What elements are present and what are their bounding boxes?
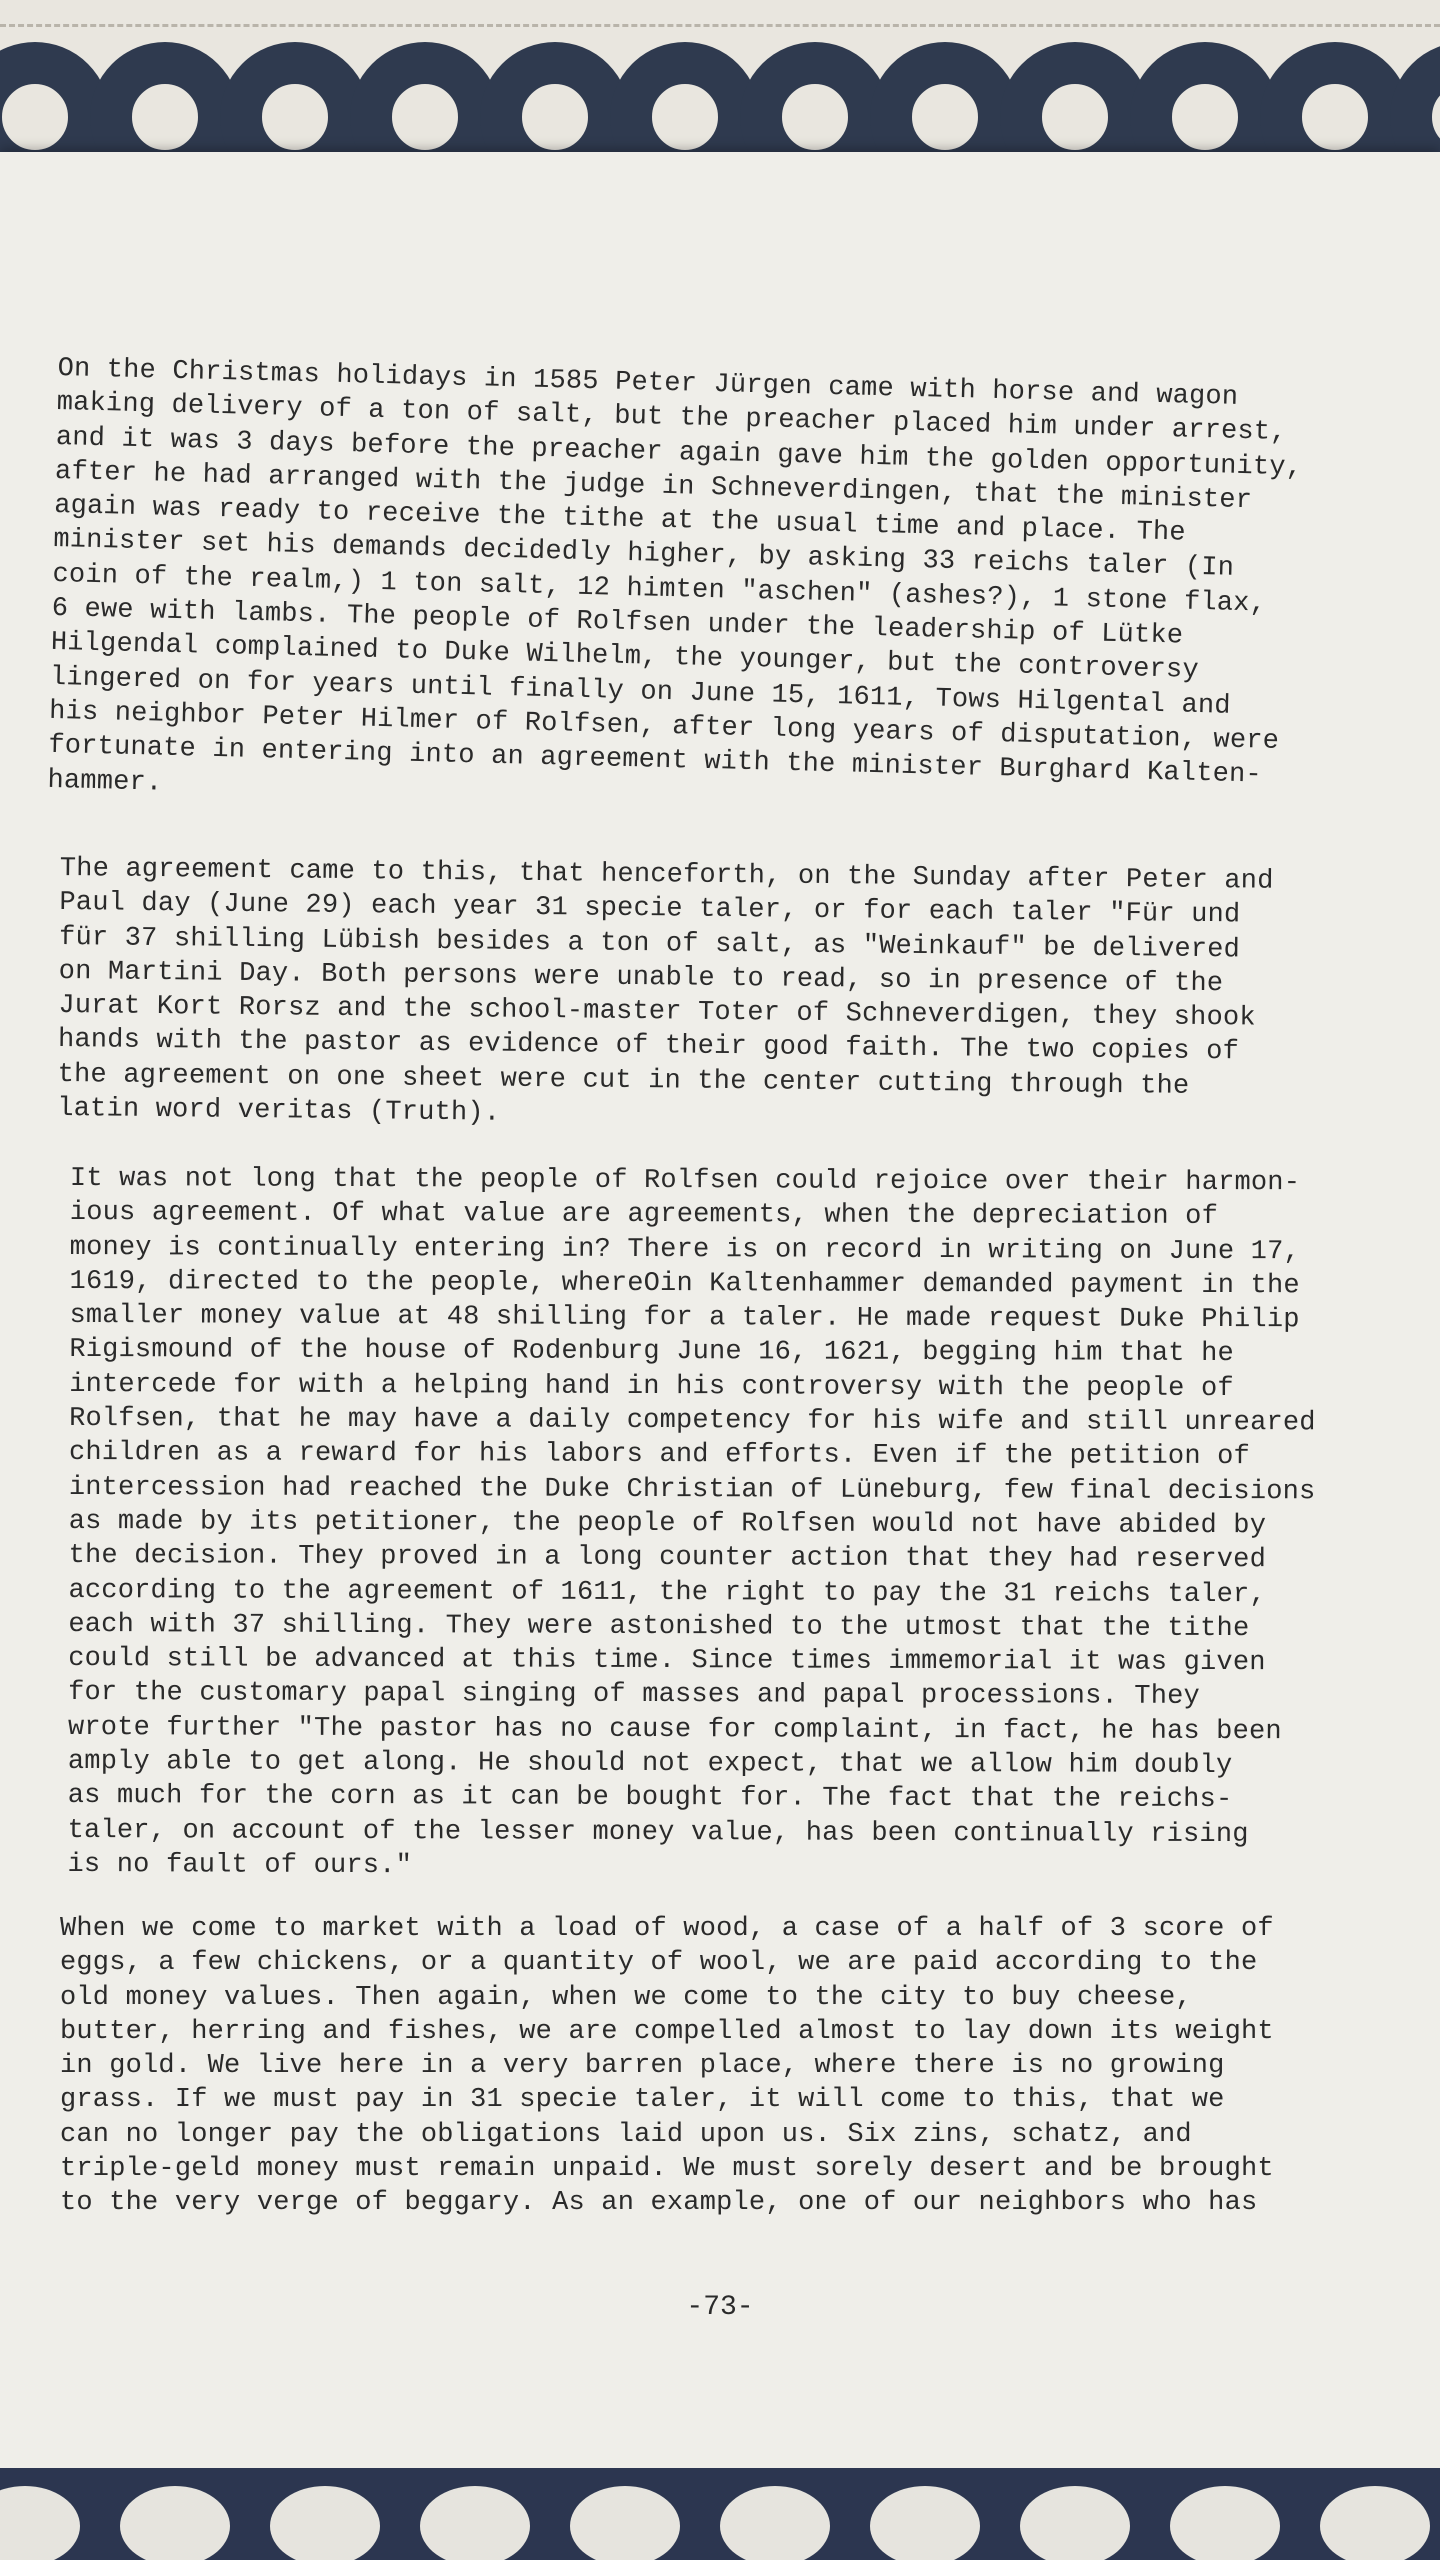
fabric-stitch-line	[0, 24, 1440, 27]
fabric-pattern-dot	[720, 2486, 830, 2560]
fabric-pattern-ring	[350, 42, 500, 170]
fabric-pattern-dot	[1170, 2486, 1280, 2560]
fabric-background-top	[0, 0, 1440, 170]
fabric-pattern-ring	[90, 42, 240, 170]
page-number: -73-	[686, 2292, 754, 2323]
fabric-pattern-dot	[1320, 2486, 1430, 2560]
fabric-pattern-ring	[220, 42, 370, 170]
paragraph-4: When we come to market with a load of wood, a case of a half of 3 score of eggs, a few chickens, or a quantity of wool, we are paid according to the old money values. Then again, when we come to the city to buy cheese, butter, herring and fishes, we are compelled almost to lay down its weight in gold. We live here in a very barren place, where there is no growing grass. If we must pay in 31 specie taler, it will come to this, that we can no longer pay the obligations laid upon us. Six zins, schatz, and triple-geld money must remain unpaid. We must sorely desert and be brought to the very verge of beggary. As an example, one of our neighbors who has	[60, 1914, 1274, 2219]
fabric-pattern-ring	[480, 42, 630, 170]
fabric-pattern-dot	[1020, 2486, 1130, 2560]
paragraph-1: On the Christmas holidays in 1585 Peter Jürgen came with horse and wagon making delivery of a ton of salt, but the preacher placed him under arrest, and it was 3 days before the preacher again gave him the golden opportunity, after he had arranged with the judge in Schneverdingen, that the minister again was ready to receive the tithe at the usual time and place. The minister set his demands decidedly higher, by asking 33 reichs taler (In coin of the realm,) 1 ton salt, 12 himten "aschen" (ashes?), 1 stone flax, 6 ewe with lambs. The people of Rolfsen under the leadership of Lütke Hilgendal complained to Duke Wilhelm, the younger, but the controversy lingered on for years until finally on June 15, 1611, Tows Hilgental and his neighbor Peter Hilmer of Rolfsen, after long years of disputation, were fortunate in entering into an agreement with the minister Burghard Kalten- hammer.	[47, 353, 1303, 799]
paragraph-2: The agreement came to this, that henceforth, on the Sunday after Peter and Paul day (June 29) each year 31 specie taler, or for each taler "Für und für 37 shilling Lübish besides a ton of salt, as "Weinkauf" be delivered on Martini Day. Both persons were unable to read, so in presence of the Jurat Kort Rorsz and the school-master Toter of Schneverdigen, they shook hands with the pastor as evidence of their good faith. The two copies of the agreement on one sheet were cut in the center cutting through the latin word veritas (Truth).	[57, 853, 1274, 1129]
fabric-pattern-dot	[870, 2486, 980, 2560]
paragraph-3: It was not long that the people of Rolfsen could rejoice over their harmon- ious agreement. Of what value are agreements, when the depreciation of money is continually entering in? There is on record in writing on June 17, 1619, directed to the people, whereOin Kaltenhammer demanded payment in the smaller money value at 48 shilling for a taler. He made request Duke Philip Rigismound of the house of Rodenburg June 16, 1621, begging him that he intercede for with a helping hand in his controversy with the people of Rolfsen, that he may have a daily competency for his wife and still unreared children as a reward for his labors and efforts. Even if the petition of intercession had reached the Duke Christian of Lüneburg, few final decisions as made by its petitioner, the people of Rolfsen would not have abided by the decision. They proved in a long counter action that they had reserved according to the agreement of 1611, the right to pay the 31 reichs taler, each with 37 shilling. They were astonished to the utmost that the tithe could still be advanced at this time. Since times immemorial it was given for the customary papal singing of masses and papal processions. They wrote further "The pastor has no cause for complaint, in fact, he has been amply able to get along. He should not expect, that we allow him doubly as much for the corn as it can be bought for. The fact that the reichs- taler, on account of the lesser money value, has been continually rising is no fault of ours."	[67, 1164, 1316, 1882]
fabric-pattern-ring	[1130, 42, 1280, 170]
fabric-pattern-dot	[570, 2486, 680, 2560]
fabric-pattern-ring	[1000, 42, 1150, 170]
fabric-pattern-ring	[740, 42, 890, 170]
fabric-pattern-dot	[420, 2486, 530, 2560]
fabric-pattern-ring	[610, 42, 760, 170]
fabric-pattern-ring	[1260, 42, 1410, 170]
document-page	[0, 152, 1440, 2468]
fabric-background-bottom	[0, 2468, 1440, 2560]
fabric-pattern-ring	[870, 42, 1020, 170]
fabric-pattern-ring	[1390, 42, 1440, 170]
fabric-pattern-dot	[120, 2486, 230, 2560]
fabric-pattern-dot	[0, 2486, 80, 2560]
fabric-pattern-dot	[270, 2486, 380, 2560]
